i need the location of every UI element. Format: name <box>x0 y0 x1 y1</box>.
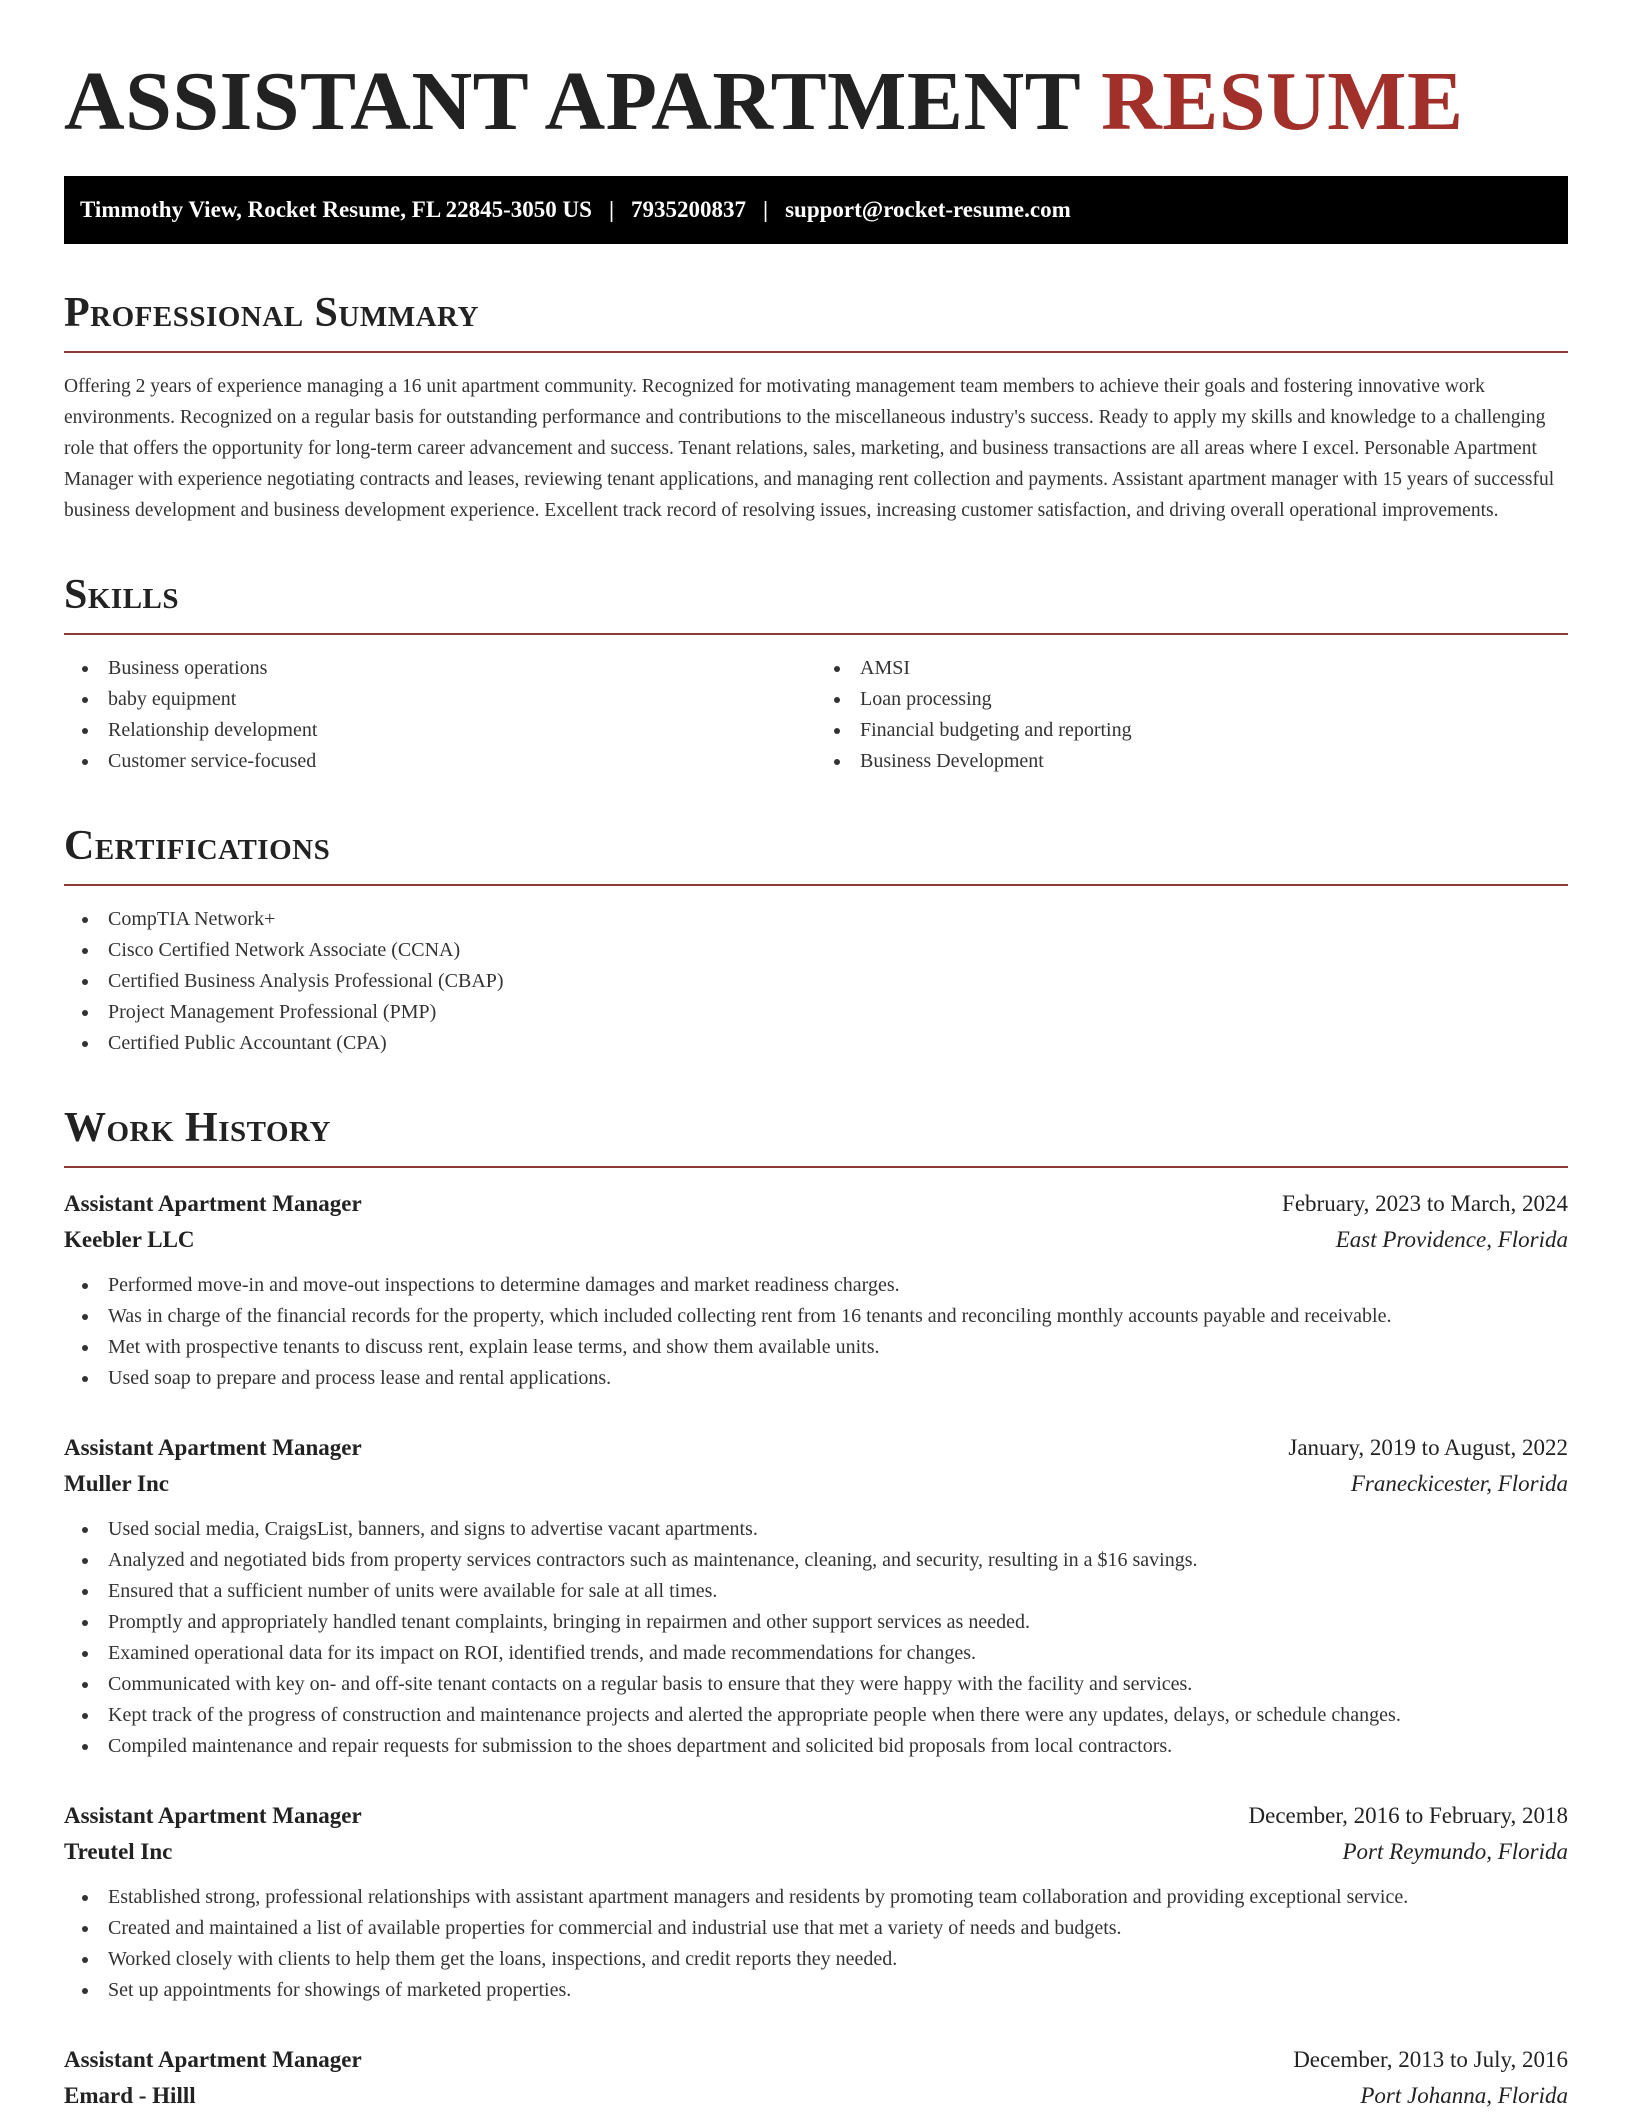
skill-item: Loan processing <box>816 684 1568 715</box>
contact-phone: 7935200837 <box>631 197 747 222</box>
job-company-row <box>64 1222 1568 1258</box>
work-history-section <box>64 1103 1568 2114</box>
title-accent: RESUME <box>1101 55 1464 148</box>
section-divider <box>64 884 1568 886</box>
job-title: Assistant Apartment Manager <box>64 1435 362 1460</box>
certification-item: Cisco Certified Network Associate (CCNA) <box>64 935 1568 966</box>
job-bullets <box>64 1514 1568 1762</box>
job-header-row <box>64 1186 1568 1222</box>
certification-item: Certified Public Accountant (CPA) <box>64 1028 1568 1059</box>
certification-item: CompTIA Network+ <box>64 904 1568 935</box>
job-bullet: Analyzed and negotiated bids from property services contractors such as maintenance, cleaning, and security, resulting in a $16 savings. <box>64 1545 1568 1576</box>
contact-separator: | <box>763 197 769 222</box>
job-bullets <box>64 1270 1568 1394</box>
title-main: ASSISTANT APARTMENT <box>64 55 1080 148</box>
job-company: Muller Inc <box>64 1471 169 1496</box>
job-bullets <box>64 1882 1568 2006</box>
summary-section <box>64 288 1568 526</box>
certification-item: Certified Business Analysis Professional (CBAP) <box>64 966 1568 997</box>
job-dates: January, 2019 to August, 2022 <box>1288 1435 1568 1460</box>
job-bullet: Established strong, professional relationships with assistant apartment managers and residents by promoting team collaboration and providing exceptional service. <box>64 1882 1568 1913</box>
job-company-row <box>64 1466 1568 1502</box>
skills-heading: Skills <box>64 572 180 618</box>
skills-section <box>64 570 1568 777</box>
job-entry <box>64 1798 1568 2006</box>
skills-grid <box>64 653 1568 777</box>
job-location: Port Johanna, Florida <box>1360 2083 1568 2108</box>
job-bullet: Kept track of the progress of construction and maintenance projects and alerted the appropriate people when there were any updates, delays, or schedule changes. <box>64 1700 1568 1731</box>
job-header-row <box>64 1798 1568 1834</box>
certifications-section <box>64 821 1568 1059</box>
skill-item: Relationship development <box>64 715 816 746</box>
job-dates: December, 2013 to July, 2016 <box>1293 2047 1568 2072</box>
job-bullet: Compiled maintenance and repair requests for submission to the shoes department and solicited bid proposals from local contractors. <box>64 1731 1568 1762</box>
skill-item: Business operations <box>64 653 816 684</box>
contact-separator: | <box>608 197 615 222</box>
job-entry <box>64 1430 1568 1762</box>
contact-bar <box>64 176 1568 244</box>
job-bullet: Ensured that a sufficient number of units were available for sale at all times. <box>64 1576 1568 1607</box>
job-bullet: Used social media, CraigsList, banners, and signs to advertise vacant apartments. <box>64 1514 1568 1545</box>
work-history-heading: Work History <box>64 1105 331 1151</box>
section-divider <box>64 351 1568 353</box>
resume-title <box>64 52 1568 152</box>
job-bullet: Examined operational data for its impact on ROI, identified trends, and made recommendations for changes. <box>64 1638 1568 1669</box>
job-company-row <box>64 1834 1568 1870</box>
skill-item: AMSI <box>816 653 1568 684</box>
job-title: Assistant Apartment Manager <box>64 2047 362 2072</box>
job-bullet: Met with prospective tenants to discuss rent, explain lease terms, and show them available units. <box>64 1332 1568 1363</box>
skill-item: Customer service-focused <box>64 746 816 777</box>
job-bullet: Created and maintained a list of available properties for commercial and industrial use that met a variety of needs and budgets. <box>64 1913 1568 1944</box>
job-bullet: Worked closely with clients to help them get the loans, inspections, and credit reports they needed. <box>64 1944 1568 1975</box>
job-location: East Providence, Florida <box>1335 1227 1568 1252</box>
job-header-row <box>64 1430 1568 1466</box>
job-dates: February, 2023 to March, 2024 <box>1282 1191 1568 1216</box>
summary-text: Offering 2 years of experience managing a 16 unit apartment community. Recognized for motivating management team members to achieve their goals and fostering innovative work environments. Recognized on a regular basis for outstanding performance and contributions to the miscellaneous industry's success. Ready to apply my skills and knowledge to a challenging role that offers the opportunity for long-term career advancement and success. Tenant relations, sales, marketing, and business transactions are all areas where I excel. Personable Apartment Manager with experience negotiating contracts and leases, reviewing tenant applications, and managing rent collection and payments. Assistant apartment manager with 15 years of successful business development and business development experience. Excellent track record of resolving issues, increasing customer satisfaction, and driving overall operational improvements. <box>64 376 1555 521</box>
job-title: Assistant Apartment Manager <box>64 1803 362 1828</box>
skills-list-left <box>64 653 816 777</box>
job-company: Treutel Inc <box>64 1839 173 1864</box>
section-divider <box>64 633 1568 635</box>
job-bullet: Used soap to prepare and process lease and rental applications. <box>64 1363 1568 1394</box>
job-bullet: Promptly and appropriately handled tenant complaints, bringing in repairmen and other support services as needed. <box>64 1607 1568 1638</box>
job-dates: December, 2016 to February, 2018 <box>1248 1803 1568 1828</box>
job-bullet: Set up appointments for showings of marketed properties. <box>64 1975 1568 2006</box>
job-entry <box>64 1186 1568 1394</box>
section-divider <box>64 1166 1568 1168</box>
job-company: Emard - Hilll <box>64 2083 196 2108</box>
certifications-list <box>64 904 1568 1059</box>
job-company: Keebler LLC <box>64 1227 195 1252</box>
job-location: Port Reymundo, Florida <box>1342 1839 1568 1864</box>
certifications-heading: Certifications <box>64 823 331 869</box>
job-header-row <box>64 2042 1568 2078</box>
certification-item: Project Management Professional (PMP) <box>64 997 1568 1028</box>
summary-heading: Professional Summary <box>64 290 479 336</box>
job-bullet: Was in charge of the financial records for the property, which included collecting rent from 16 tenants and reconciling monthly accounts payable and receivable. <box>64 1301 1568 1332</box>
skill-item: baby equipment <box>64 684 816 715</box>
job-location: Franeckicester, Florida <box>1350 1471 1568 1496</box>
skills-list-right <box>816 653 1568 777</box>
job-bullet: Communicated with key on- and off-site tenant contacts on a regular basis to ensure that they were happy with the facility and services. <box>64 1669 1568 1700</box>
job-bullet: Performed move-in and move-out inspections to determine damages and market readiness charges. <box>64 1270 1568 1301</box>
skill-item: Business Development <box>816 746 1568 777</box>
job-company-row <box>64 2078 1568 2114</box>
contact-address: Timmothy View, Rocket Resume, FL 22845-3050 US <box>80 197 592 222</box>
job-title: Assistant Apartment Manager <box>64 1191 362 1216</box>
skill-item: Financial budgeting and reporting <box>816 715 1568 746</box>
contact-email[interactable]: support@rocket-resume.com <box>785 197 1071 222</box>
job-entry <box>64 2042 1568 2114</box>
